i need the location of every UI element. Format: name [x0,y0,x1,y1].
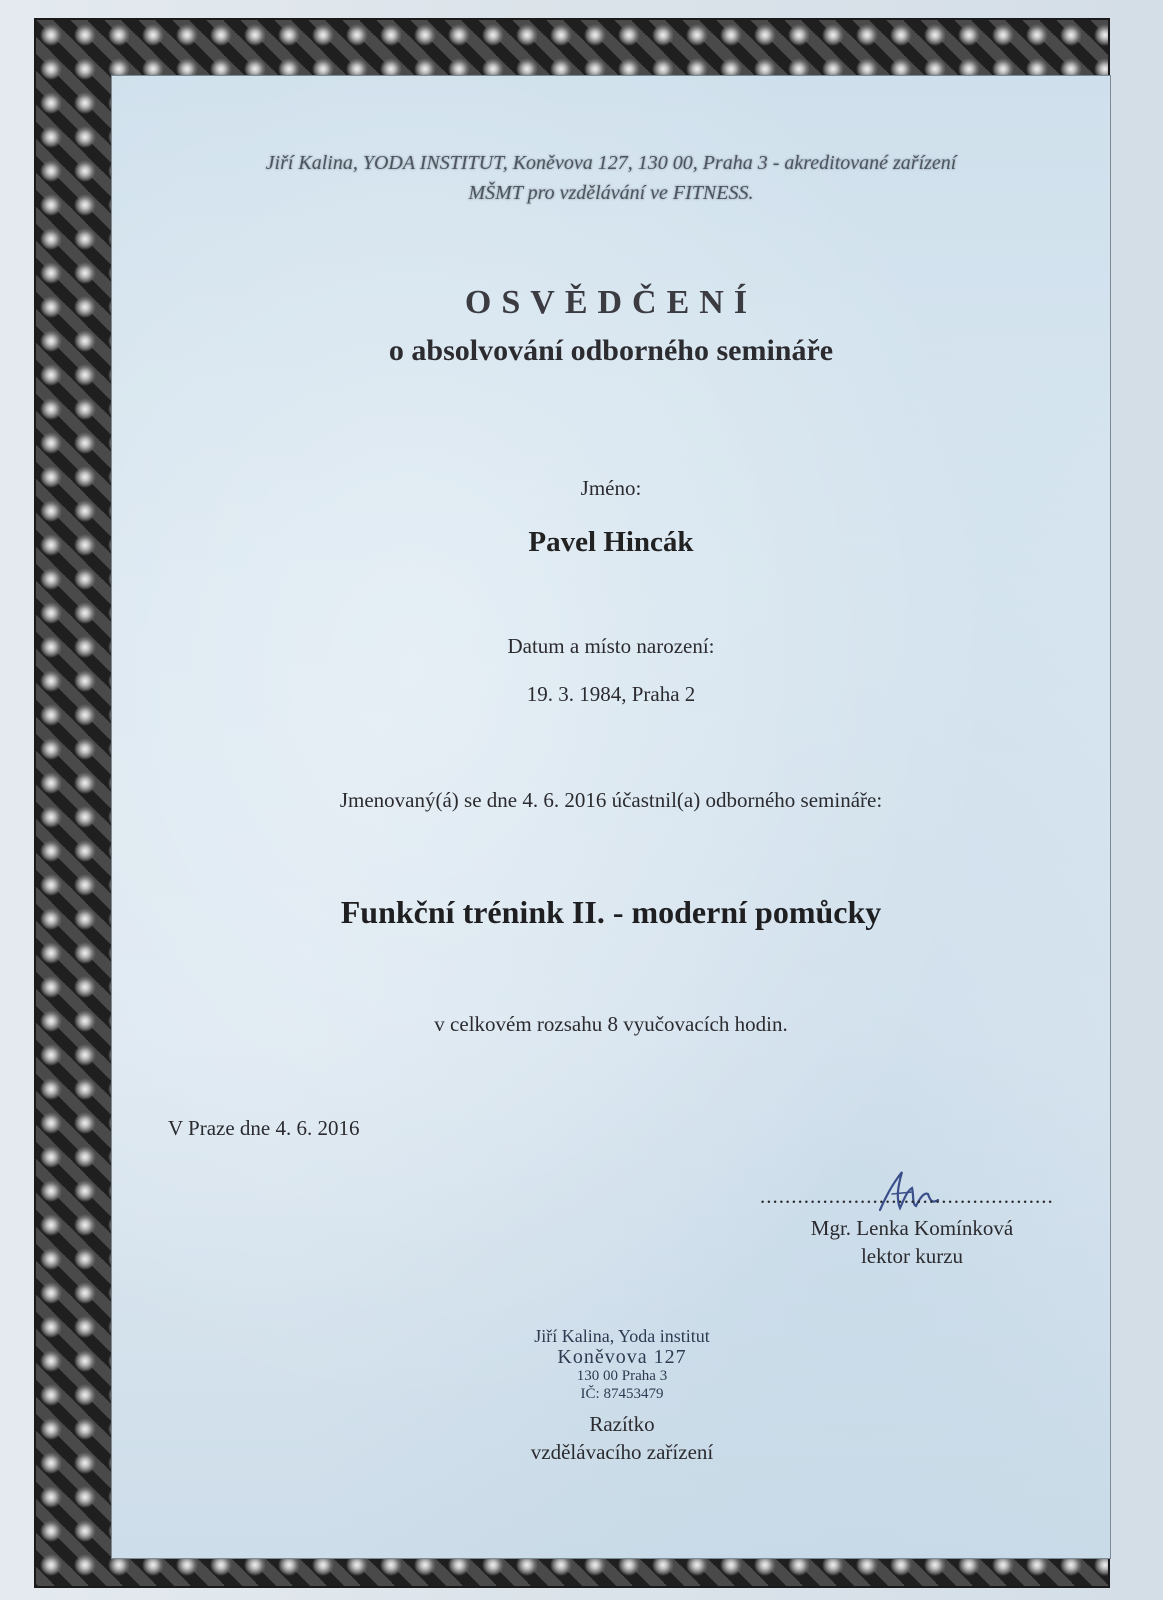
birth-value: 19. 3. 1984, Praha 2 [526,682,696,706]
header-line-2: MŠMT pro vzdělávání ve FITNESS. [468,182,754,204]
attendance-statement: Jmenovaný(á) se dne 4. 6. 2016 účastnil(a) odborného semináře: [339,788,883,812]
seminar-title: Funkční trénink II. - moderní pomůcky [340,894,882,930]
certificate-panel [112,76,1110,1558]
seminar-scope: v celkovém rozsahu 8 vyučovacích hodin. [434,1012,788,1036]
stamp-line-2: Koněvova 127 [557,1346,687,1368]
birth-label: Datum a místo narození: [507,634,715,658]
decorative-border [34,18,1110,1588]
stamp-label-2: vzdělávacího zařízení [530,1440,714,1464]
header-line-1: Jiří Kalina, YODA INSTITUT, Koněvova 127, 130 00, Praha 3 - akreditované zařízení [265,152,957,174]
stamp-line-1: Jiří Kalina, Yoda institut [534,1326,710,1346]
stamp-label-1: Razítko [589,1412,655,1436]
lecturer-name: Mgr. Lenka Komínková [810,1216,1014,1240]
place-and-date: V Praze dne 4. 6. 2016 [168,1116,360,1140]
name-label: Jméno: [580,476,642,500]
stamp-line-4: IČ: 87453479 [580,1386,664,1402]
certificate-title: OSVĚDČENÍ [464,284,758,321]
lecturer-role: lektor kurzu [860,1244,964,1268]
certificate-subtitle: o absolvování odborného semináře [388,334,834,367]
signature-line: ............................................... [760,1184,1054,1208]
stamp-line-3: 130 00 Praha 3 [576,1368,668,1384]
participant-name: Pavel Hincák [528,526,694,558]
institute-header [112,148,1110,208]
